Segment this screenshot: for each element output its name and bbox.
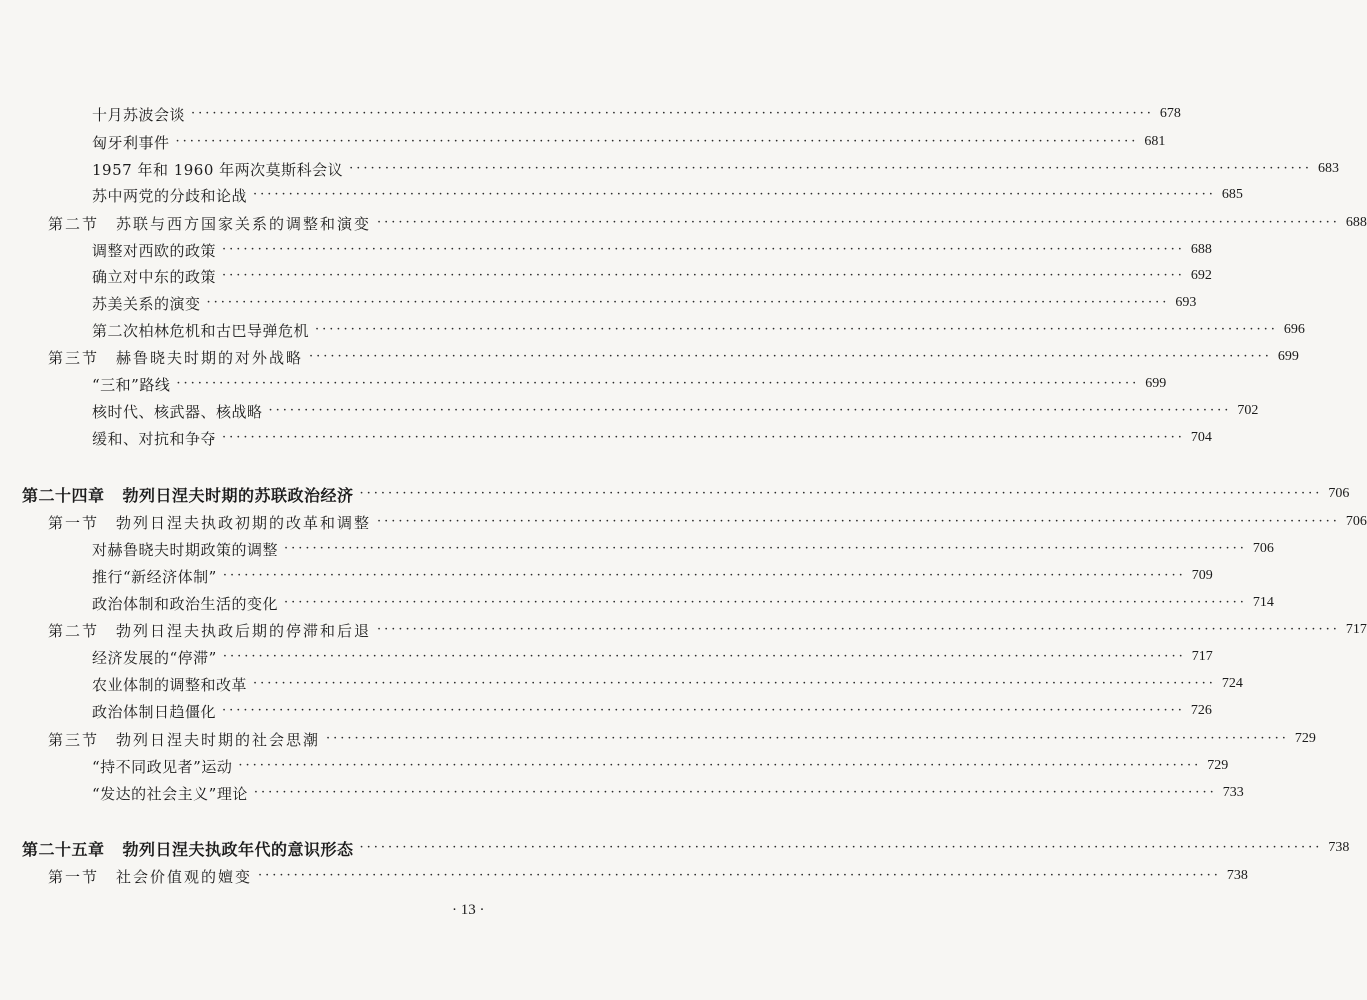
toc-entry[interactable] [0,130,1166,154]
toc-entry-title: 核时代、核武器、核战略 [92,402,263,421]
toc-entry-title: 政治体制日趋僵化 [92,702,217,721]
toc-entry-page: 688 [1345,215,1367,230]
dot-leader [222,426,1185,450]
toc-entry-page: 699 [1145,376,1167,391]
chapter-number: 第二十四章 [22,485,105,505]
toc-entry-page: 678 [1159,106,1181,121]
toc-entry-page: 681 [1144,134,1166,149]
toc-entry-page: 693 [1175,295,1197,310]
toc-entry-title: 第二次柏林危机和古巴导弹危机 [92,321,310,340]
dot-leader [377,510,1340,534]
section-number: 第一节 [48,513,100,532]
toc-entry-page: 706 [1252,541,1274,556]
toc-entry-title: 推行“新经济体制” [92,567,217,586]
dot-leader [258,864,1221,888]
dot-leader [191,102,1154,126]
toc-section-entry[interactable] [0,727,1316,751]
toc-entry-page: 706 [1328,486,1350,501]
section-number: 第一节 [48,867,100,886]
chapter-title: 勃列日涅夫时期的苏联政治经济 [122,485,354,505]
toc-entry-page: 699 [1277,349,1299,364]
toc-entry-title: 缓和、对抗和争夺 [92,429,217,448]
toc-section-entry[interactable] [0,510,1367,534]
toc-entry[interactable] [0,699,1212,723]
dot-leader [238,754,1201,778]
toc-entry-title: 匈牙利事件 [92,133,170,152]
toc-entry-page: 738 [1226,868,1248,883]
toc-entry[interactable] [0,264,1212,288]
toc-entry-title: 经济发展的“停滞” [92,648,217,667]
section-number: 第二节 [48,621,100,640]
toc-entry-page: 738 [1328,840,1350,855]
toc-section-entry[interactable] [0,864,1248,888]
toc-section-entry[interactable] [0,211,1367,235]
toc-entry-title: 十月苏波会谈 [92,105,186,124]
toc-entry-page: 724 [1221,676,1243,691]
toc-entry-page: 717 [1345,622,1367,637]
toc-section-entry[interactable] [0,618,1367,642]
dot-leader [284,537,1247,561]
section-title: 勃列日涅夫执政后期的停滞和后退 [116,621,372,640]
toc-entry-page: 688 [1190,242,1212,257]
toc-entry-title: 1957 年和 1960 年两次莫斯科会议 [92,160,344,179]
toc-entry[interactable] [0,781,1244,805]
toc-entry-title: 苏美关系的演变 [92,294,201,313]
toc-entry-title: 苏中两党的分歧和论战 [92,186,248,205]
toc-entry[interactable] [0,426,1212,450]
chapter-title: 勃列日涅夫执政年代的意识形态 [122,839,354,859]
dot-leader [223,645,1186,669]
toc-entry[interactable] [0,372,1167,396]
toc-entry-page: 704 [1190,430,1212,445]
toc-entry-title: 政治体制和政治生活的变化 [92,594,279,613]
toc-entry-page: 696 [1283,322,1305,337]
dot-leader [176,372,1139,396]
dot-leader [254,781,1217,805]
toc-chapter-entry[interactable] [0,836,1350,860]
page-number: · 13 · [452,902,485,918]
chapter-number: 第二十五章 [22,839,105,859]
toc-entry-page: 683 [1318,161,1340,176]
section-title: 勃列日涅夫执政初期的改革和调整 [116,513,372,532]
dot-leader [223,564,1186,588]
toc-entry[interactable] [0,537,1274,561]
toc-entry-title: “三和”路线 [92,375,171,394]
toc-entry-title: 确立对中东的政策 [92,267,217,286]
dot-leader [269,399,1232,423]
toc-entry-page: 706 [1345,514,1367,529]
toc-entry[interactable] [0,754,1229,778]
section-title: 勃列日涅夫时期的社会思潮 [116,730,321,749]
section-title: 赫鲁晓夫时期的对外战略 [116,348,304,367]
toc-entry-page: 714 [1252,595,1274,610]
toc-entry-page: 685 [1221,187,1243,202]
toc-entry[interactable] [0,564,1213,588]
dot-leader [222,238,1185,262]
dot-leader [253,183,1216,207]
dot-leader [326,727,1289,751]
toc-entry[interactable] [0,591,1274,615]
toc-entry-page: 729 [1207,758,1229,773]
section-title: 社会价值观的嬗变 [116,867,253,886]
toc-entry[interactable] [0,645,1213,669]
toc-entry[interactable] [0,183,1243,207]
toc-entry[interactable] [0,399,1259,423]
toc-entry-title: 对赫鲁晓夫时期政策的调整 [92,540,279,559]
dot-leader [349,157,1312,181]
dot-leader [253,672,1216,696]
dot-leader [207,291,1170,315]
toc-entry[interactable] [0,238,1212,262]
toc-entry-page: 733 [1222,785,1244,800]
dot-leader [315,318,1278,342]
toc-entry-page: 692 [1190,268,1212,283]
toc-entry-title: 调整对西欧的政策 [92,241,217,260]
section-title: 苏联与西方国家关系的调整和演变 [116,214,372,233]
toc-entry-page: 726 [1190,703,1212,718]
dot-leader [176,130,1139,154]
toc-entry-page: 729 [1294,731,1316,746]
toc-entry-page: 702 [1237,403,1259,418]
toc-entry[interactable] [0,672,1243,696]
toc-entry[interactable] [0,318,1305,342]
toc-entry-page: 717 [1191,649,1213,664]
dot-leader [222,264,1185,288]
dot-leader [360,482,1323,506]
dot-leader [360,836,1323,860]
dot-leader [222,699,1185,723]
section-number: 第三节 [48,730,100,749]
toc-entry-title: “发达的社会主义”理论 [92,784,248,803]
section-number: 第三节 [48,348,100,367]
dot-leader [377,211,1340,235]
toc-entry[interactable] [0,157,1340,181]
section-number: 第二节 [48,214,100,233]
toc-entry-title: 农业体制的调整和改革 [92,675,248,694]
dot-leader [309,345,1272,369]
toc-entry-title: “持不同政见者”运动 [92,757,233,776]
toc-entry[interactable] [0,102,1181,126]
dot-leader [284,591,1247,615]
toc-chapter-entry[interactable] [0,482,1350,506]
toc-entry-page: 709 [1191,568,1213,583]
dot-leader [377,618,1340,642]
toc-section-entry[interactable] [0,345,1299,369]
toc-entry[interactable] [0,291,1197,315]
